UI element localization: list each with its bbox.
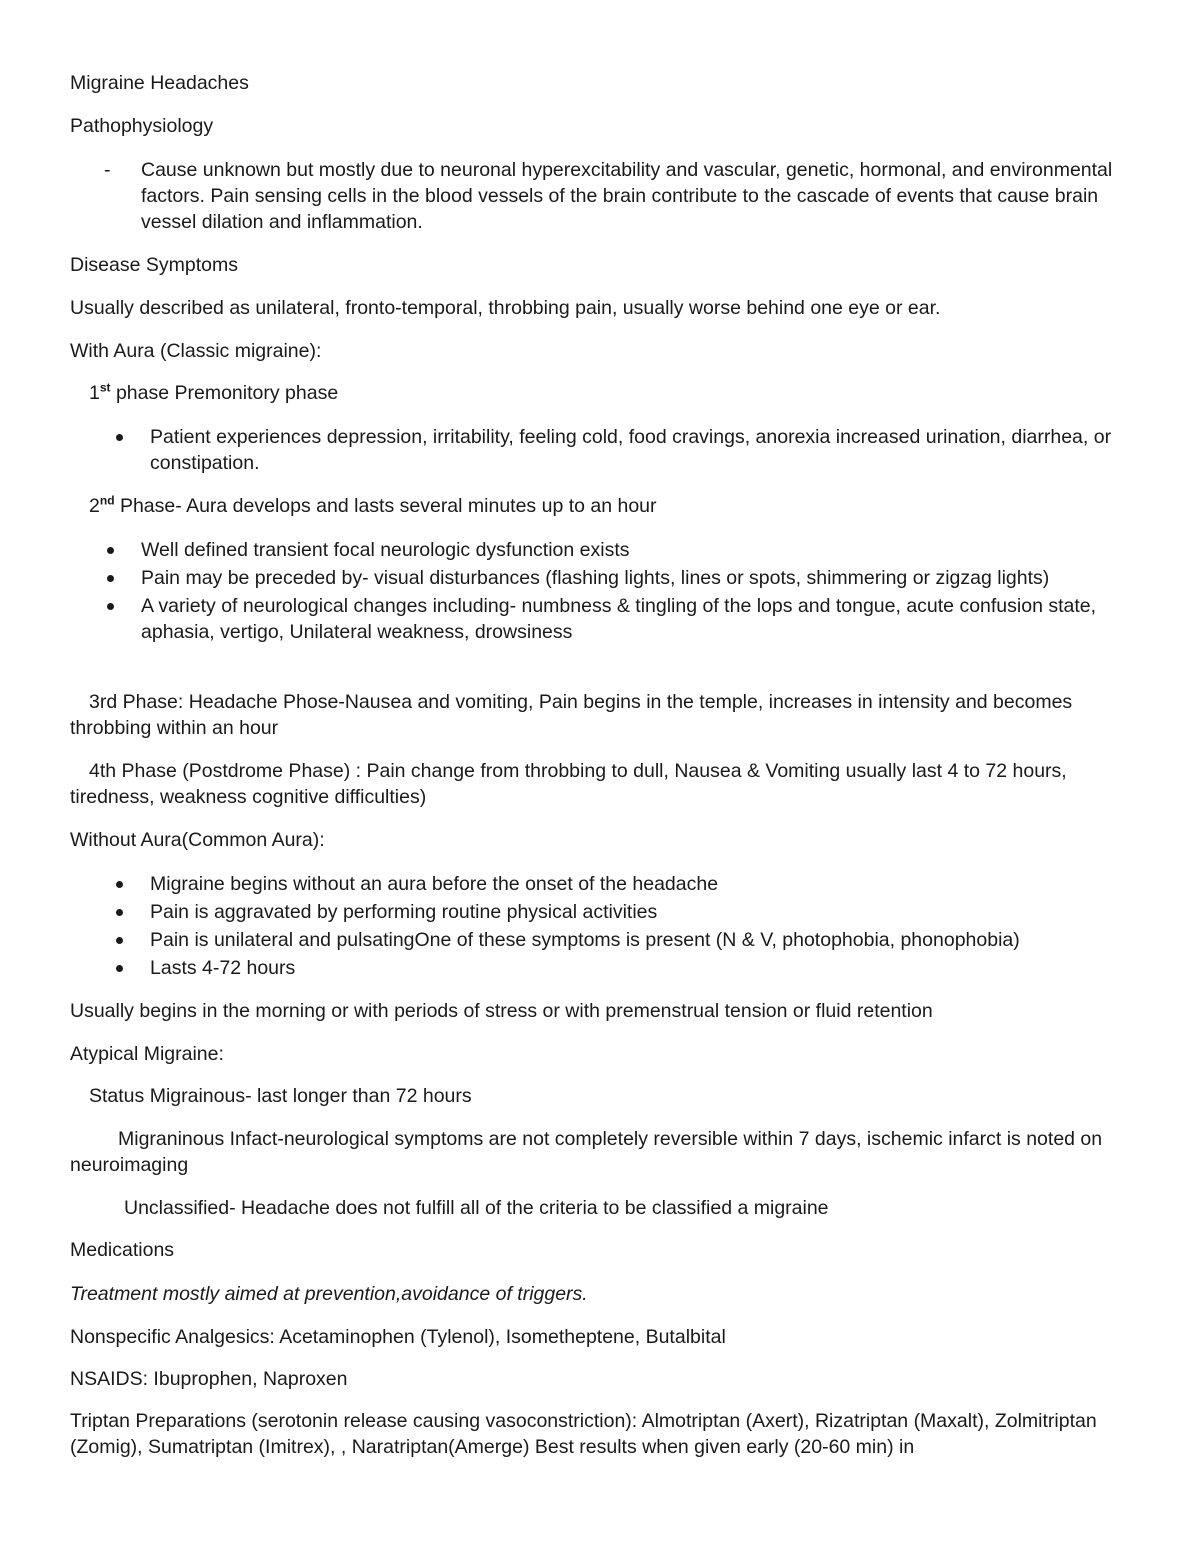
document-title: Migraine Headaches — [70, 72, 249, 94]
pathophysiology-heading: Pathophysiology — [70, 115, 214, 137]
with-aura-heading: With Aura (Classic migraine): — [70, 340, 322, 362]
bullet-icon — [116, 881, 123, 888]
list-item-text: Pain is unilateral and pulsatingOne of these symptoms is present (N & V, photophobia, phonophobia) — [150, 929, 1020, 951]
phase1-bullet-list — [70, 424, 1140, 476]
phase1-suffix: st — [99, 380, 111, 395]
list-item-text: Patient experiences depression, irritability, feeling cold, food cravings, anorexia increased urination, diarrhea, or constipation. — [150, 426, 1112, 474]
bullet-icon — [116, 434, 123, 441]
list-item-text: Pain is aggravated by performing routine physical activities — [150, 901, 658, 923]
bullet-icon — [107, 575, 114, 582]
list-item — [70, 899, 1140, 925]
bullet-icon — [107, 547, 114, 554]
nonspecific-analgesics-text: Nonspecific Analgesics: Acetaminophen (Tylenol), Isometheptene, Butalbital — [70, 1326, 726, 1348]
list-item-text: Migraine begins without an aura before the onset of the headache — [150, 873, 719, 895]
list-item — [70, 871, 1140, 897]
phase2-heading — [70, 493, 1140, 519]
phase2-number: 2 — [89, 495, 100, 517]
list-item-text: Pain may be preceded by- visual disturbances (flashing lights, lines or spots, shimmering or zigzag lights) — [141, 567, 1050, 589]
list-item-text: Lasts 4-72 hours — [150, 957, 296, 979]
phase1-label: phase Premonitory phase — [110, 382, 339, 404]
without-aura-heading: Without Aura(Common Aura): — [70, 829, 325, 851]
phase2-suffix: nd — [99, 493, 115, 508]
bullet-icon — [116, 965, 123, 972]
list-item — [70, 927, 1140, 953]
bullet-icon — [116, 909, 123, 916]
treatment-note: Treatment mostly aimed at prevention,avoidance of triggers. — [70, 1283, 588, 1305]
list-item — [70, 537, 1140, 563]
usually-begins-text: Usually begins in the morning or with periods of stress or with premenstrual tension or fluid retention — [70, 1000, 933, 1022]
list-item — [70, 955, 1140, 981]
list-item-text: A variety of neurological changes including- numbness & tingling of the lops and tongue, acute confusion state, aphasia, vertigo, Unilateral weakness, drowsiness — [141, 595, 1097, 643]
medications-heading: Medications — [70, 1239, 175, 1261]
status-migrainous-text: Status Migrainous- last longer than 72 hours — [89, 1085, 472, 1107]
phase4-text: 4th Phase (Postdrome Phase) : Pain change from throbbing to dull, Nausea & Vomiting usually last 4 to 72 hours, tiredness, weakness cognitive difficulties) — [70, 760, 1067, 808]
phase2-bullet-list — [70, 537, 1140, 645]
bullet-icon — [116, 937, 123, 944]
dash-marker: - — [104, 159, 111, 181]
nsaids-text: NSAIDS: Ibuprophen, Naproxen — [70, 1368, 348, 1390]
phase1-number: 1 — [89, 382, 100, 404]
atypical-heading: Atypical Migraine: — [70, 1043, 224, 1065]
bullet-icon — [107, 603, 114, 610]
symptoms-heading: Disease Symptoms — [70, 254, 238, 276]
list-item — [70, 593, 1140, 645]
list-item — [70, 565, 1140, 591]
phase3-text: 3rd Phase: Headache Phose-Nausea and vomiting, Pain begins in the temple, increases in intensity and becomes throbbing within an hour — [70, 691, 1073, 739]
list-item — [70, 424, 1140, 476]
symptoms-intro: Usually described as unilateral, fronto-temporal, throbbing pain, usually worse behind one eye or ear. — [70, 297, 941, 319]
triptans-text: Triptan Preparations (serotonin release causing vasoconstriction): Almotriptan (Axert), Rizatriptan (Maxalt), Zolmitriptan (Zomig), Sumatriptan (Imitrex), , Naratriptan(Amerge) Best results when given early (20-60 min) in — [70, 1410, 1097, 1458]
migraninous-infact-text: Migraninous Infact-neurological symptoms are not completely reversible within 7 days, ischemic infarct is noted on neuroimaging — [70, 1128, 1103, 1176]
phase2-label: Phase- Aura develops and lasts several minutes up to an hour — [114, 495, 657, 517]
without-aura-bullet-list — [70, 871, 1140, 981]
phase1-heading — [70, 380, 1140, 406]
list-item-text: Well defined transient focal neurologic dysfunction exists — [141, 539, 630, 561]
pathophysiology-text: Cause unknown but mostly due to neuronal hyperexcitability and vascular, genetic, hormonal, and environmental factors. Pain sensing cells in the blood vessels of the brain contribute to the cascade of events that cause brain vessel dilation and inflammation. — [141, 159, 1113, 233]
unclassified-text: Unclassified- Headache does not fulfill all of the criteria to be classified a migraine — [124, 1197, 829, 1219]
